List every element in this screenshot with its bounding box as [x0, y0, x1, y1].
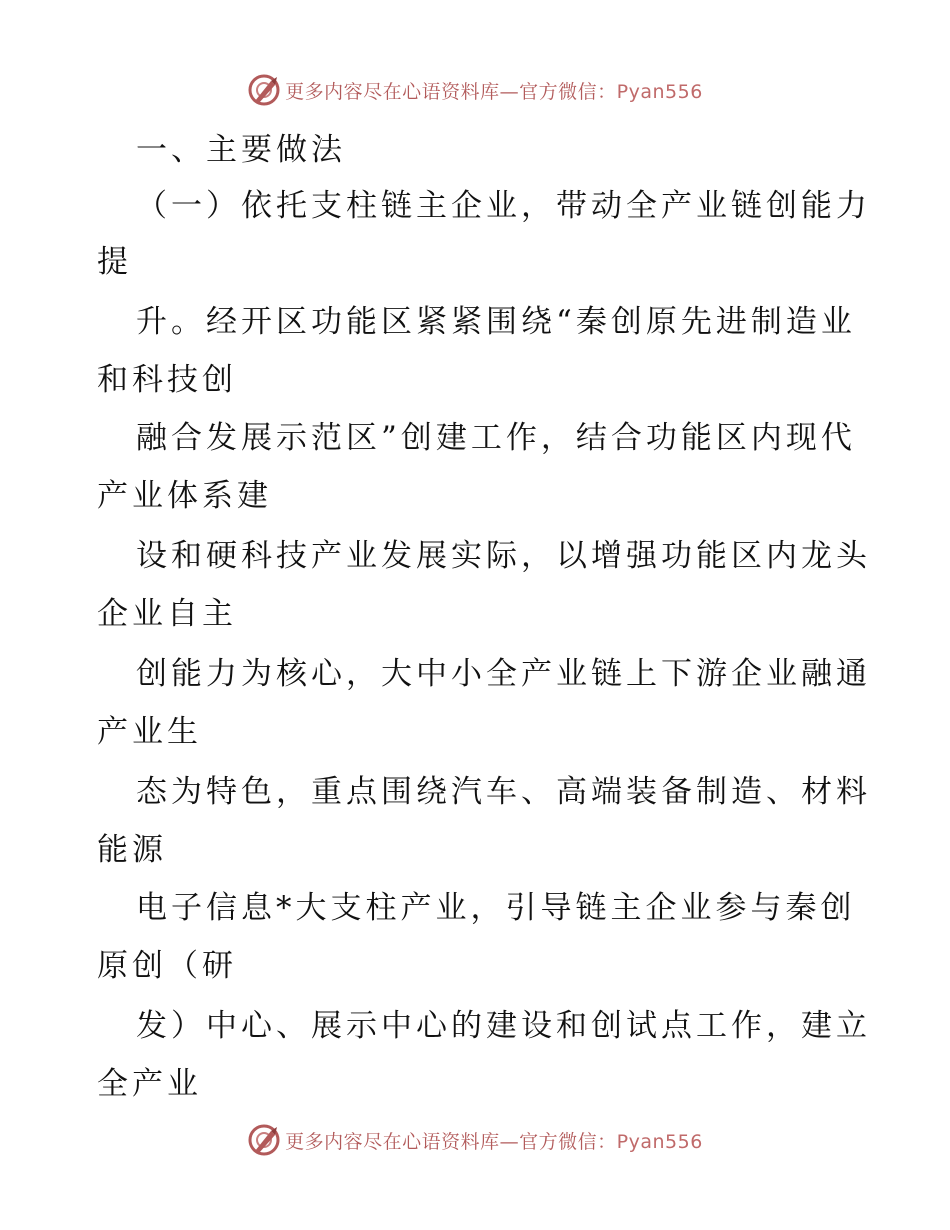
paragraph-line: 升。经开区功能区紧紧围绕“秦创原先进制造业 — [136, 304, 856, 340]
header-watermark — [0, 70, 950, 110]
paragraph-line: 提 — [97, 244, 132, 280]
watermark-wechat-id: Pyan556 — [616, 1130, 703, 1153]
watermark-text: 更多内容尽在心语资料库—官方微信：Pyan556 — [285, 80, 703, 103]
paragraph-line: 企业自主 — [97, 596, 237, 632]
watermark-wechat-id: Pyan556 — [616, 80, 703, 103]
paragraph-line: 设和硬科技产业发展实际，以增强功能区内龙头 — [136, 538, 871, 574]
section-heading: 一、主要做法 — [136, 132, 346, 168]
paragraph-line: 融合发展示范区”创建工作，结合功能区内现代 — [136, 420, 856, 456]
footer-watermark — [0, 1120, 950, 1160]
paragraph-line: 电子信息*大支柱产业，引导链主企业参与秦创 — [136, 890, 856, 926]
paragraph-line: 能源 — [97, 832, 167, 868]
paragraph-line: 发）中心、展示中心的建设和创试点工作，建立 — [136, 1008, 871, 1044]
paragraph-line: 产业生 — [97, 714, 202, 750]
watermark-text: 更多内容尽在心语资料库—官方微信：Pyan556 — [285, 1130, 703, 1153]
pen-logo-icon — [247, 1123, 281, 1157]
paragraph-line: 全产业 — [97, 1066, 202, 1102]
pen-logo-icon — [247, 73, 281, 107]
paragraph-line: 原创（研 — [97, 948, 237, 984]
paragraph-line: 和科技创 — [97, 362, 237, 398]
paragraph-line: 产业体系建 — [97, 478, 272, 514]
paragraph-line: （一）依托支柱链主企业，带动全产业链创能力 — [136, 188, 871, 224]
paragraph-line: 态为特色，重点围绕汽车、高端装备制造、材料 — [136, 774, 871, 810]
paragraph-line: 创能力为核心，大中小全产业链上下游企业融通 — [136, 656, 871, 692]
